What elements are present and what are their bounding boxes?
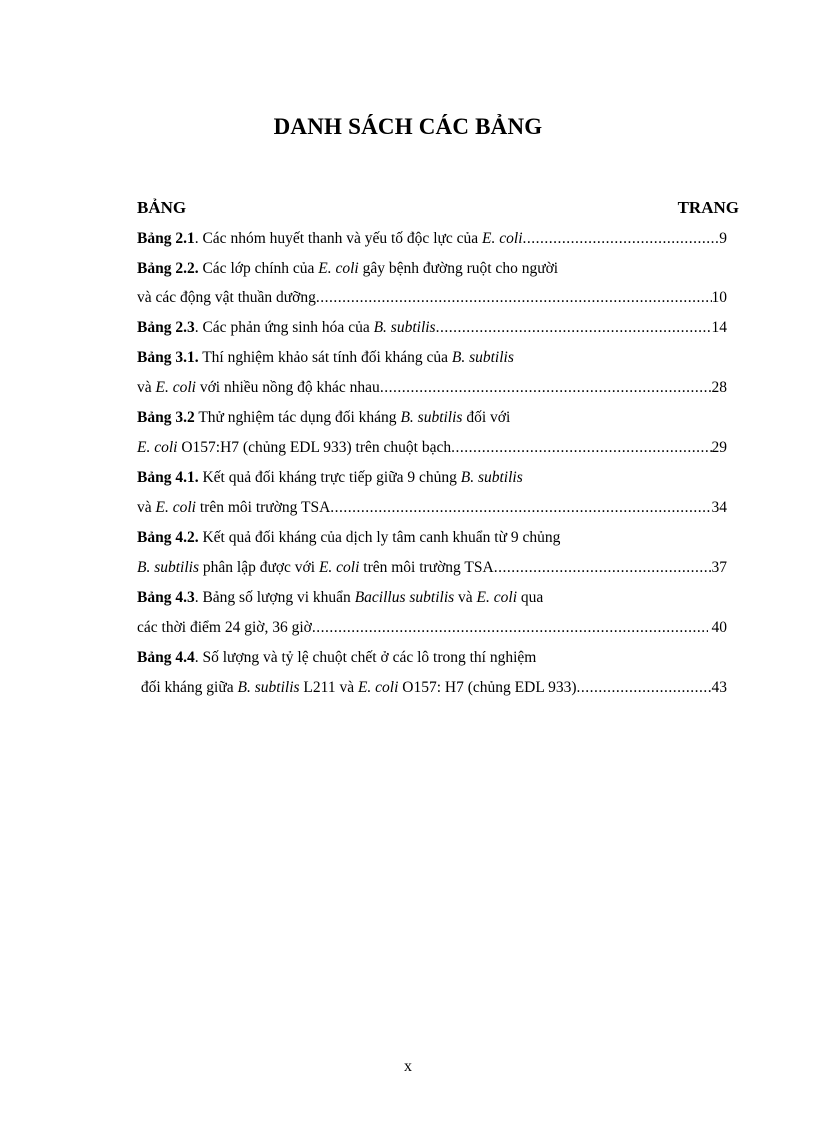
page-ref: 28: [711, 379, 727, 396]
list-item-continuation[interactable]: và các động vật thuần dưỡng ..... 10: [137, 287, 727, 309]
page-ref: 14: [711, 319, 727, 336]
list-item[interactable]: Bảng 2.2. Các lớp chính của E. coli gây bệnh đường ruột cho người: [137, 260, 559, 277]
page-title: DANH SÁCH CÁC BẢNG: [273, 114, 543, 139]
dot-leader: [451, 437, 711, 459]
dot-leader: [330, 497, 711, 519]
list-item-continuation[interactable]: đối kháng giữa B. subtilis L211 và E. coli O157: H7 (chủng EDL 933) ..... 43: [137, 677, 727, 699]
page-ref: 10: [711, 289, 727, 306]
list-item[interactable]: Bảng 2.1. Các nhóm huyết thanh và yếu tố độc lực của E. coli ..... 9: [137, 228, 727, 250]
list-item[interactable]: Bảng 3.2 Thử nghiệm tác dụng đối kháng B. subtilis đối với: [137, 409, 511, 426]
dot-leader: [577, 677, 712, 699]
page-ref: 40: [707, 619, 727, 636]
column-header: [137, 198, 739, 218]
page-ref: 29: [711, 439, 727, 456]
column-header-page: TRANG: [677, 198, 739, 217]
list-item[interactable]: Bảng 4.4. Số lượng và tỷ lệ chuột chết ở các lô trong thí nghiệm: [137, 649, 537, 666]
dot-leader: [312, 617, 708, 639]
dot-leader: [494, 557, 712, 579]
list-item-continuation[interactable]: E. coli O157:H7 (chủng EDL 933) trên chuột bạch ..... 29: [137, 437, 727, 459]
dot-leader: [523, 228, 720, 250]
list-item[interactable]: Bảng 2.3. Các phản ứng sinh hóa của B. subtilis ..... 14: [137, 317, 727, 339]
page-number: x: [404, 1058, 412, 1075]
list-item[interactable]: Bảng 4.3. Bảng số lượng vi khuẩn Bacillus subtilis và E. coli qua: [137, 589, 544, 606]
list-item[interactable]: Bảng 4.1. Kết quả đối kháng trực tiếp giữa 9 chủng B. subtilis: [137, 469, 523, 486]
page-ref: 9: [719, 230, 727, 247]
page-ref: 34: [711, 499, 727, 516]
dot-leader: [316, 287, 712, 309]
list-item-continuation[interactable]: và E. coli trên môi trường TSA ..... 34: [137, 497, 727, 519]
list-item-continuation[interactable]: và E. coli với nhiều nồng độ khác nhau ..... 28: [137, 377, 727, 399]
list-item[interactable]: Bảng 3.1. Thí nghiệm khảo sát tính đối kháng của B. subtilis: [137, 349, 514, 366]
list-item-continuation[interactable]: các thời điểm 24 giờ, 36 giờ ..... 40: [137, 617, 727, 639]
column-header-table: BẢNG: [137, 198, 187, 217]
dot-leader: [380, 377, 712, 399]
dot-leader: [436, 317, 712, 339]
list-item[interactable]: Bảng 4.2. Kết quả đối kháng của dịch ly tâm canh khuẩn từ 9 chủng: [137, 529, 561, 546]
list-item-continuation[interactable]: B. subtilis phân lập được với E. coli trên môi trường TSA ..... 37: [137, 557, 727, 579]
page-ref: 37: [711, 559, 727, 576]
page-ref: 43: [711, 679, 727, 696]
